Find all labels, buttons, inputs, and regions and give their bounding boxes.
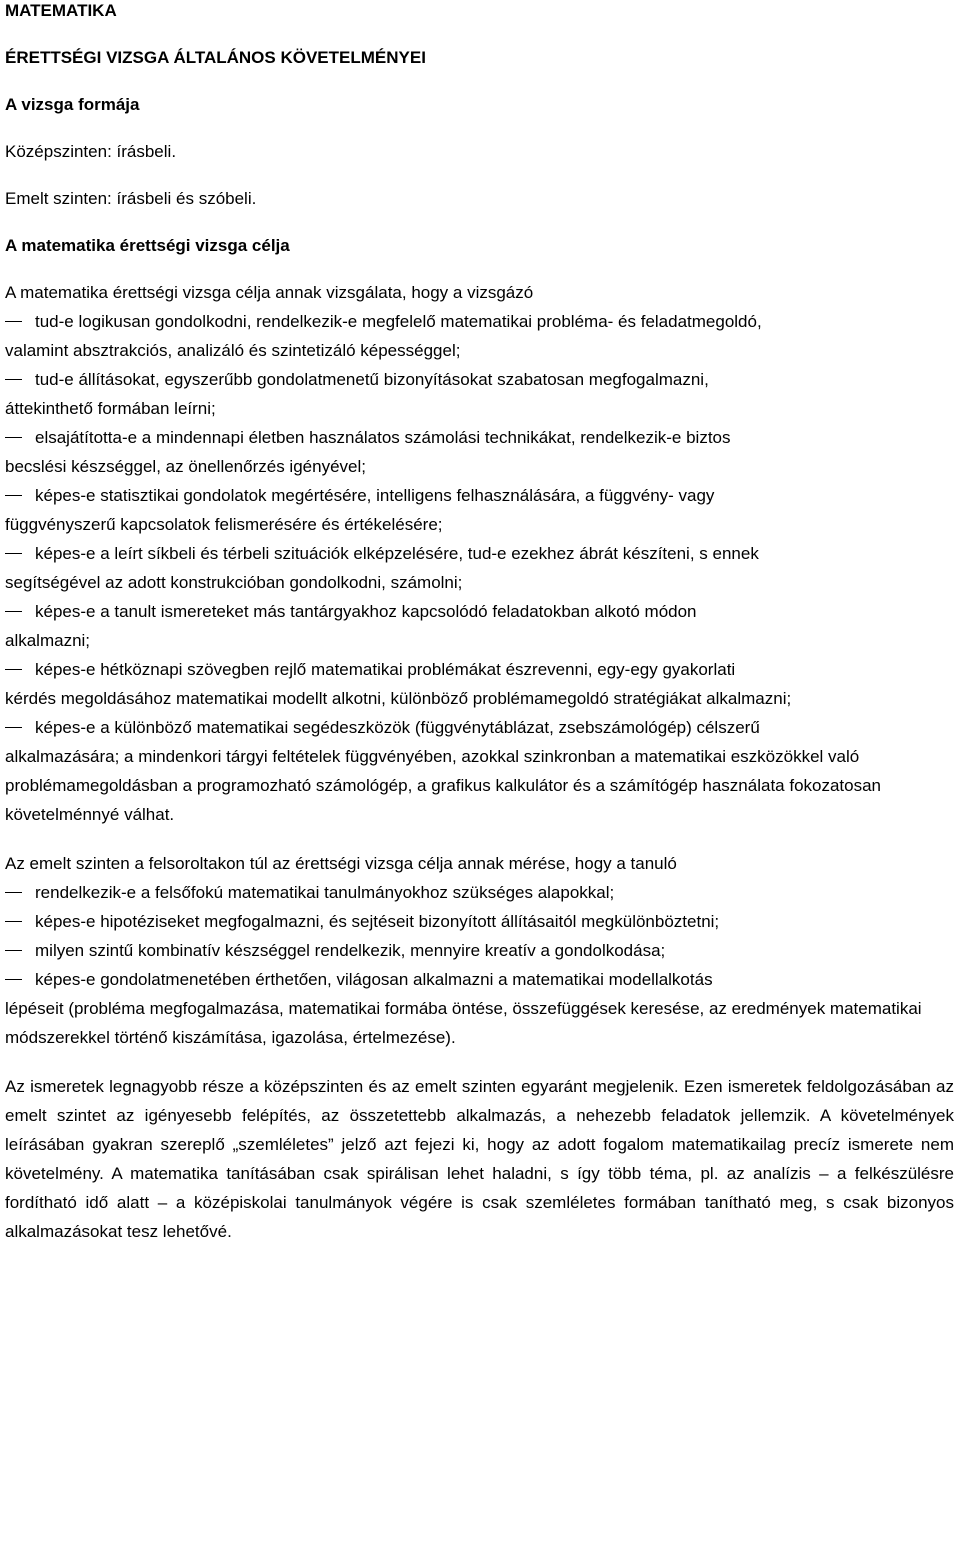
- list-item: tud-e állításokat, egyszerűbb gondolatmenetű bizonyításokat szabatosan megfogalmazni, áttekinthető formában leírni;: [5, 365, 954, 423]
- list-item: képes-e statisztikai gondolatok megértésére, intelligens felhasználására, a függvény- vagy függvényszerű kapcsolatok felismerésére és értékelésére;: [5, 481, 954, 539]
- section-heading-exam-form: A vizsga formája: [5, 95, 140, 114]
- dash-icon: [5, 936, 25, 965]
- list-item: képes-e a különböző matematikai segédeszközök (függvénytáblázat, zsebszámológép) célszerű alkalmazására; a mindenkori tárgyi feltételek függvényében, azokkal szinkronban a matematikai eszközökkel való problémamegoldásban a programozható számológép, a grafikus kalkulátor és a számítógép használata fokozatosan követelménnyé válhat.: [5, 713, 954, 829]
- dash-icon: [5, 365, 25, 394]
- goal-list: [5, 307, 954, 829]
- dash-icon: [5, 907, 25, 936]
- dash-icon: [5, 878, 25, 907]
- mid-level-line: Középszinten: írásbeli.: [5, 142, 177, 161]
- dash-icon: [5, 481, 25, 510]
- dash-icon: [5, 965, 25, 994]
- dash-icon: [5, 423, 25, 452]
- advanced-goal-intro: Az emelt szinten a felsoroltakon túl az érettségi vizsga célja annak mérése, hogy a tanuló: [5, 854, 677, 873]
- dash-icon: [5, 597, 25, 626]
- list-item: képes-e a tanult ismereteket más tantárgyakhoz kapcsolódó feladatokban alkotó módon alkalmazni;: [5, 597, 954, 655]
- document-title: MATEMATIKA: [5, 1, 117, 20]
- list-item: rendelkezik-e a felsőfokú matematikai tanulmányokhoz szükséges alapokkal;: [5, 878, 954, 907]
- advanced-goal-list: [5, 878, 954, 1052]
- advanced-level-line: Emelt szinten: írásbeli és szóbeli.: [5, 189, 257, 208]
- goal-intro: A matematika érettségi vizsga célja annak vizsgálata, hogy a vizsgázó: [5, 283, 534, 302]
- list-item: képes-e hétköznapi szövegben rejlő matematikai problémákat észrevenni, egy-egy gyakorlati kérdés megoldásához matematikai modellt alkotni, különböző problémamegoldó stratégiákat alkalmazni;: [5, 655, 954, 713]
- section-heading-requirements: ÉRETTSÉGI VIZSGA ÁLTALÁNOS KÖVETELMÉNYEI: [5, 48, 426, 67]
- list-item: elsajátította-e a mindennapi életben használatos számolási technikákat, rendelkezik-e biztos becslési készséggel, az önellenőrzés igényével;: [5, 423, 954, 481]
- list-item: képes-e hipotéziseket megfogalmazni, és sejtéseit bizonyított állításaitól megkülönböztetni;: [5, 907, 954, 936]
- dash-icon: [5, 713, 25, 742]
- dash-icon: [5, 655, 25, 684]
- dash-icon: [5, 307, 25, 336]
- closing-paragraph: Az ismeretek legnagyobb része a középszinten és az emelt szinten egyaránt megjelenik. Ezen ismeretek feldolgozásában az emelt szintet az igényesebb felépítés, az összetettebb alkalmazás, a nehezebb feladatok jellemzik. A követelmények leírásában gyakran szereplő „szemléletes” jelző azt fejezi ki, hogy az adott fogalom matematikailag precíz ismerete nem követelmény. A matematika tanításában csak spirálisan lehet haladni, s így több téma, pl. az analízis – a felkészülésre fordítható idő alatt – a középiskolai tanulmányok végére is csak szemléletes formában tanítható meg, s csak bizonyos alkalmazásokat tesz lehetővé.: [5, 1077, 954, 1241]
- list-item: milyen szintű kombinatív készséggel rendelkezik, mennyire kreatív a gondolkodása;: [5, 936, 954, 965]
- section-heading-exam-goal: A matematika érettségi vizsga célja: [5, 236, 290, 255]
- list-item: képes-e a leírt síkbeli és térbeli szituációk elképzelésére, tud-e ezekhez ábrát készíteni, s ennek segítségével az adott konstrukcióban gondolkodni, számolni;: [5, 539, 954, 597]
- list-item: képes-e gondolatmenetében érthetően, világosan alkalmazni a matematikai modellalkotás lépéseit (probléma megfogalmazása, matematikai formába öntése, összefüggések keresése, az eredmények matematikai módszerekkel történő kiszámítása, igazolása, értelmezése).: [5, 965, 954, 1052]
- list-item: tud-e logikusan gondolkodni, rendelkezik-e megfelelő matematikai probléma- és feladatmegoldó, valamint absztrakciós, analizáló és szintetizáló képességgel;: [5, 307, 954, 365]
- dash-icon: [5, 539, 25, 568]
